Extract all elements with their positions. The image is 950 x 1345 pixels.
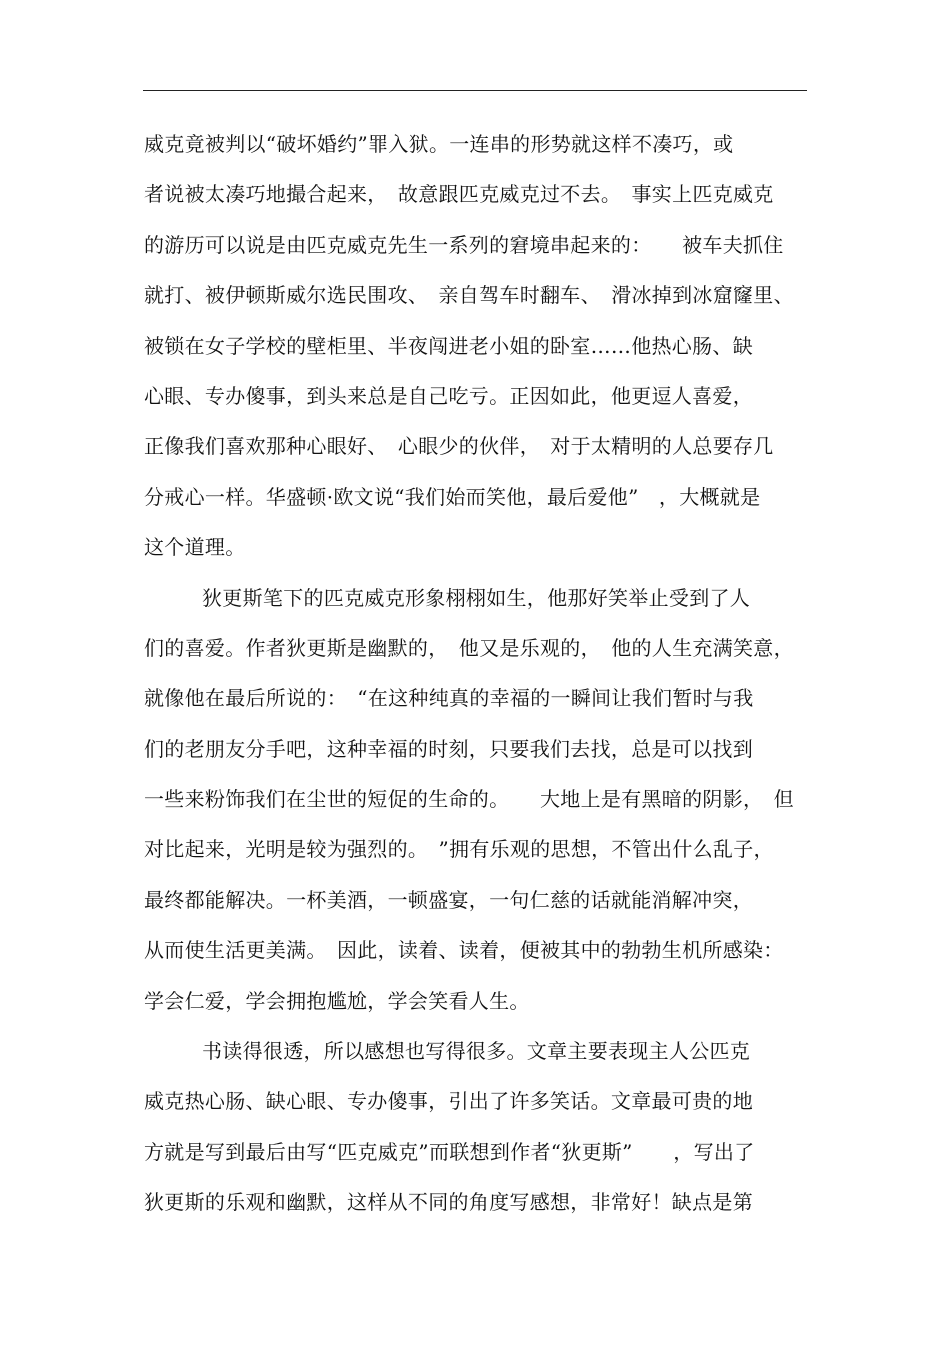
text-line: 心眼、专办傻事，到头来总是自己吃亏。正因如此，他更逗人喜爱， [144, 383, 753, 408]
text-line: 学会仁爱，学会拥抱尴尬，学会笑看人生。 [144, 988, 530, 1013]
text-line: 正像我们喜欢那种心眼好、 心眼少的伙伴， 对于太精明的人总要存几 [144, 434, 774, 459]
text-line: 就像他在最后所说的： “在这种纯真的幸福的一瞬间让我们暂时与我 [144, 686, 754, 711]
text-line: 的游历可以说是由匹克威克先生一系列的窘境串起来的： 被车夫抓住 [144, 232, 784, 257]
text-line: 们的老朋友分手吧，这种幸福的时刻，只要我们去找，总是可以找到 [144, 736, 753, 761]
text-line: 威克热心肠、缺心眼、专办傻事，引出了许多笑话。文章最可贵的地 [144, 1089, 753, 1114]
text-line: 这个道理。 [144, 535, 246, 560]
header-rule [143, 90, 807, 91]
text-line: 威克竟被判以“破坏婚约”罪入狱。一连串的形势就这样不凑巧，或 [144, 132, 734, 156]
text-line: 最终都能解决。一杯美酒，一顿盛宴，一句仁慈的话就能消解冲突， [144, 887, 753, 912]
text-line: 书读得很透，所以感想也写得很多。文章主要表现主人公匹克 [202, 1039, 751, 1064]
text-line: 狄更斯的乐观和幽默，这样从不同的角度写感想，非常好！缺点是第 [144, 1190, 753, 1215]
text-line: 对比起来，光明是较为强烈的。 ”拥有乐观的思想，不管出什么乱子， [144, 837, 774, 862]
text-line: 从而使生活更美满。 因此，读着、读着，便被其中的勃勃生机所感染： [144, 938, 784, 963]
text-line: 分戒心一样。华盛顿·欧文说“我们始而笑他，最后爱他” ，大概就是 [144, 484, 761, 509]
text-line: 们的喜爱。作者狄更斯是幽默的， 他又是乐观的， 他的人生充满笑意， [144, 635, 794, 660]
body-text [144, 124, 814, 1233]
text-line: 一些来粉饰我们在尘世的短促的生命的。 大地上是有黑暗的阴影， 但 [144, 787, 794, 812]
text-line: 被锁在女子学校的壁柜里、半夜闯进老小姐的卧室……他热心肠、缺 [144, 333, 753, 358]
text-line: 方就是写到最后由写“匹克威克”而联想到作者“狄更斯” ，写出了 [144, 1139, 755, 1164]
text-line: 者说被太凑巧地撮合起来， 故意跟匹克威克过不去。 事实上匹克威克 [144, 182, 774, 207]
text-line: 狄更斯笔下的匹克威克形象栩栩如生，他那好笑举止受到了人 [202, 585, 751, 610]
text-line: 就打、被伊顿斯威尔选民围攻、 亲自驾车时翻车、 滑冰掉到冰窟窿里、 [144, 283, 794, 308]
